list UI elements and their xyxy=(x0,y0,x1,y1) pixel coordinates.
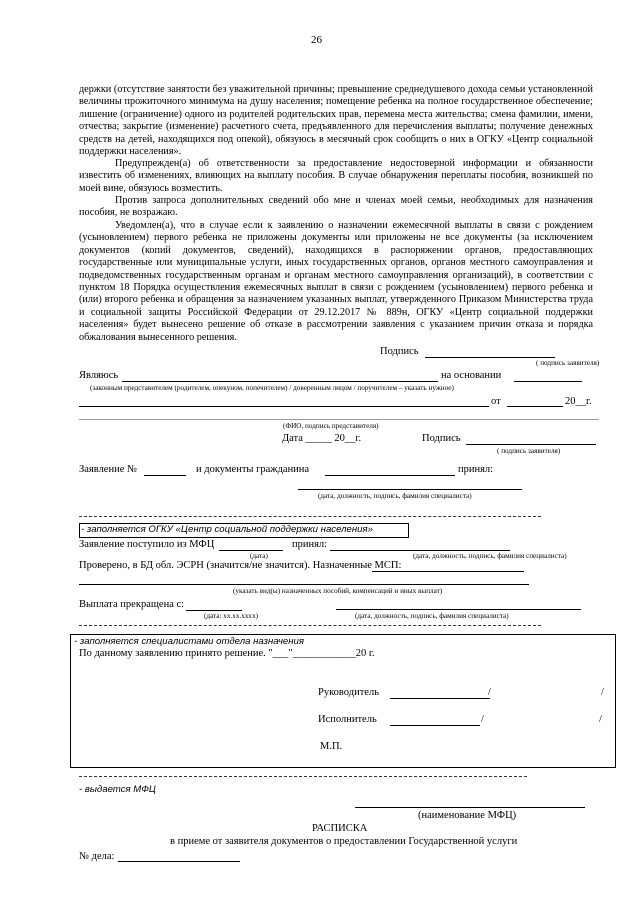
signature2-label: Подпись xyxy=(422,433,461,444)
from-date-line[interactable] xyxy=(507,406,563,407)
mfc-name-line[interactable] xyxy=(355,807,585,808)
mfc-header: - выдается МФЦ xyxy=(79,784,156,795)
received-spec-line[interactable] xyxy=(330,550,510,551)
separator-3 xyxy=(79,776,527,777)
stopped-date-caption: (дата: хх.хх.хххх) xyxy=(204,612,259,620)
receipt-subtitle: в приеме от заявителя документов о предоставлении Государственной услуги xyxy=(170,836,518,847)
received-accepted-label: принял: xyxy=(292,539,328,550)
separator-2 xyxy=(79,625,541,626)
paragraph-responsibility: Предупрежден(а) об ответственности за предоставление недостоверной информации и обязанности известить об изменениях, влияющих на выплату пособия. В случае обнаружения переплаты пособия, возникшей по моей вине, обязуюсь возместить. xyxy=(79,158,593,194)
head-signature-line[interactable] xyxy=(390,698,490,699)
date-label: Дата _____ 20__г. xyxy=(282,433,362,444)
accepted-spec-line[interactable] xyxy=(298,489,522,490)
mfc-name-caption: (наименование МФЦ) xyxy=(418,810,517,821)
exec-slash-1: / xyxy=(481,714,484,725)
received-label: Заявление поступило из МФЦ xyxy=(79,539,215,550)
appears-line[interactable] xyxy=(122,381,438,382)
case-number-line[interactable] xyxy=(118,861,240,862)
separator-1 xyxy=(79,516,541,517)
applicant-signature-caption: ( подпись заявителя) xyxy=(536,359,600,367)
checked-line-2[interactable] xyxy=(79,584,529,585)
paragraph-notice: Уведомлен(а), что в случае если к заявлению о назначении ежемесячной выплаты в связи с рождением (усыновлением) первого ребенка не приложены документы или приложены не все документы (за исключением документов (копий документов, сведений), находящихся в распоряжении органов, предоставляющих государственные или муниципальные услуги, иных государственных органов, органов местного самоуправления и подведомственных государственным органам и органам местного самоуправления организаций), в соответствии с пунктом 18 Порядка осуществления ежемесячных выплат в связи с рождением (усыновлением) первого ребенка и (или) второго ребенка и обращения за назначением указанных выплат, утвержденного Приказом Министерства труда и социальной защиты Российской Федерации от 29.12.2017 № 889н, ОГКУ «Центр социальной поддержки населения» будет вынесено решение об отказе в рассмотрении заявления с указанием причин отказа и порядка обжалования вынесенного решения. xyxy=(79,220,593,343)
paragraph-consent: Против запроса дополнительных сведений обо мне и членах моей семьи, необходимых для назначения пособия, не возражаю. xyxy=(79,195,593,219)
signature2-line[interactable] xyxy=(466,444,596,445)
applicant-signature-line[interactable] xyxy=(425,357,555,358)
paragraph-obligations: держки (отсутствие занятости без уважительной причины; превышение среднедушевого дохода семьи установленной величины прожиточного минимума на душу населения; помещение ребенка на полное государственное обеспечение; лишение (ограничение) одного из родителей родительских прав, перемена места жительства; смена фамилии, имени, отчества; закрытие (изменение) расчетного счета, предъявленного для перечисления выплаты; получение денежных средств на детей, находящихся под опекой), обязуюсь в месячный срок сообщить о них в ОГКУ «Центр социальной поддержки населения». xyxy=(79,84,593,158)
signature2-caption: ( подпись заявителя) xyxy=(497,447,561,455)
statement-number-line[interactable] xyxy=(144,475,186,476)
appears-label: Являюсь xyxy=(79,370,119,381)
from-year-label: 20__г. xyxy=(565,396,592,407)
receipt-title: РАСПИСКА xyxy=(312,823,368,834)
representative-line-2[interactable] xyxy=(79,419,599,420)
fio-caption: (ФИО, подпись представителя) xyxy=(283,422,379,430)
citizen-name-line[interactable] xyxy=(325,475,455,476)
accepted-spec-caption: (дата, должность, подпись, фамилия специалиста) xyxy=(318,492,472,500)
types-caption: (указать вид(ы) назначенных пособий, компенсаций и иных выплат) xyxy=(233,587,443,595)
stopped-spec-caption: (дата, должность, подпись, фамилия специалиста) xyxy=(355,612,509,620)
citizen-docs-label: и документы гражданина xyxy=(196,464,310,475)
checked-label: Проверено, в БД обл. ЭСРН (значится/не значится). Назначенные МСП: xyxy=(79,560,402,571)
stopped-spec-line[interactable] xyxy=(336,609,581,610)
received-date-line[interactable] xyxy=(219,550,283,551)
decision-header: - заполняется специалистами отдела назначения xyxy=(74,636,304,647)
received-spec-caption: (дата, должность, подпись, фамилия специалиста) xyxy=(413,552,567,560)
head-slash-2: / xyxy=(601,687,604,698)
checked-line[interactable] xyxy=(372,571,524,572)
applicant-signature-label: Подпись xyxy=(380,346,419,357)
statement-number-label: Заявление № xyxy=(79,464,138,475)
exec-signature-line[interactable] xyxy=(390,725,480,726)
accepted-label: принял: xyxy=(458,464,494,475)
page-number: 26 xyxy=(311,34,322,46)
received-date-caption: (дата) xyxy=(250,552,268,560)
representative-line[interactable] xyxy=(79,406,489,407)
head-label: Руководитель xyxy=(318,687,379,698)
head-slash-1: / xyxy=(488,687,491,698)
decision-line: По данному заявлению принято решение. "___"____________20 г. xyxy=(79,648,375,659)
basis-line[interactable] xyxy=(514,381,582,382)
case-number-label: № дела: xyxy=(79,851,115,862)
seal-label: М.П. xyxy=(320,741,343,752)
from-label: от xyxy=(491,396,501,407)
stopped-label: Выплата прекращена с: xyxy=(79,599,185,610)
basis-label: на основании xyxy=(441,370,502,381)
exec-slash-2: / xyxy=(599,714,602,725)
exec-label: Исполнитель xyxy=(318,714,377,725)
ogku-header: - заполняется ОГКУ «Центр социальной поддержки населения» xyxy=(81,524,373,535)
stopped-date-line[interactable] xyxy=(186,610,242,611)
representative-caption: (законным представителем (родителем, опекуном, попечителем) / доверенным лицом / поручителем – указать нужное) xyxy=(90,384,454,392)
